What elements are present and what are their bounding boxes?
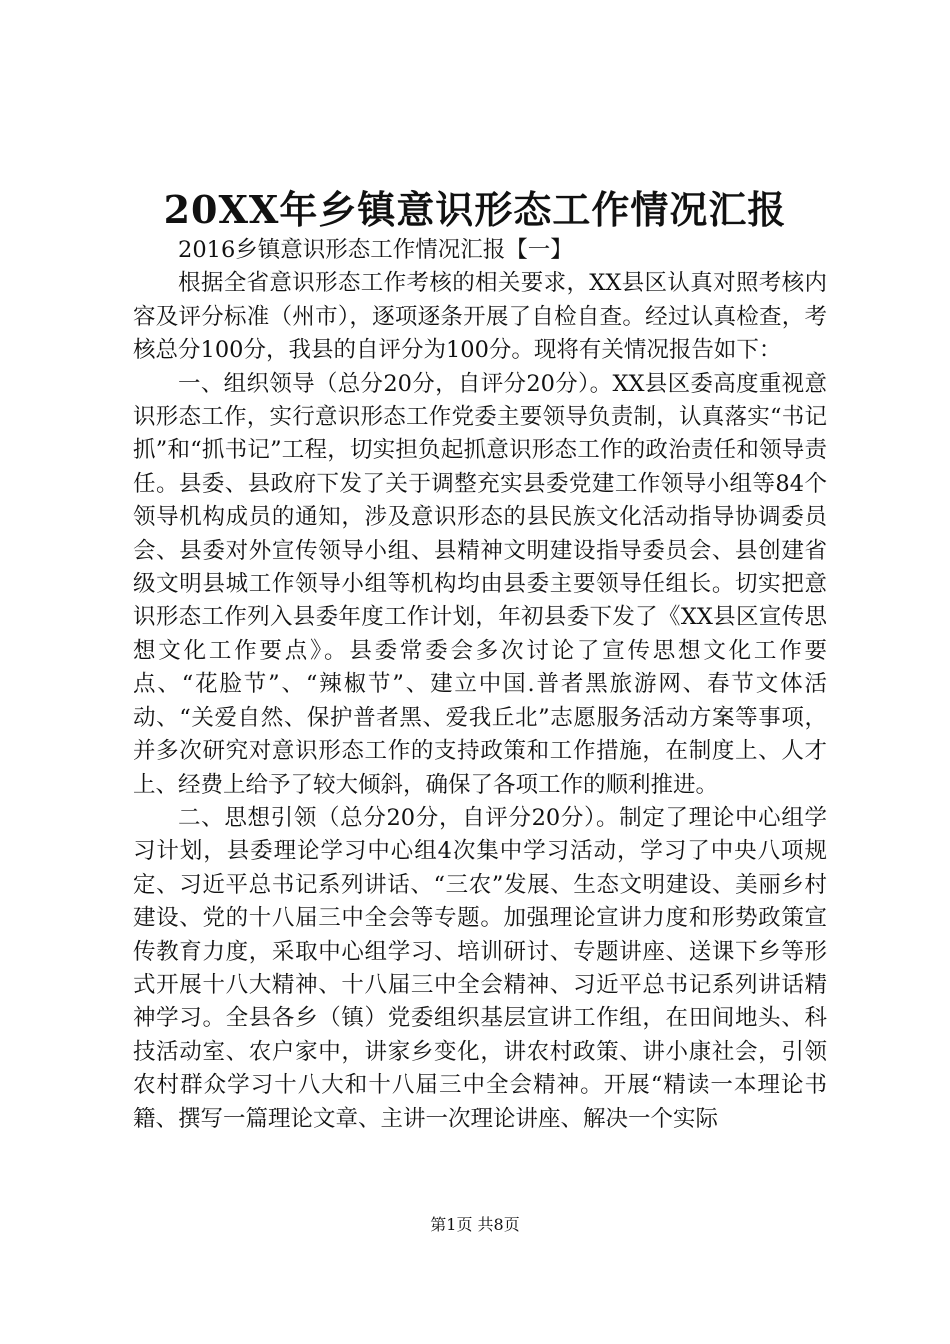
page-number-footer: 第1页 共8页 <box>430 1215 520 1234</box>
document-subtitle: 2016乡镇意识形态工作情况汇报【一】 <box>178 237 573 263</box>
paragraph-organization-leadership: 一、组织领导（总分20分，自评分20分）。XX县区委高度重视意识形态工作，实行意识形态工作党委主要领导负责制，认真落实“书记抓”和“抓书记”工程，切实担负起抓意识形态工作的政治责任和领导责任。县委、县政府下发了关于调整充实县委党建工作领导小组等84个领导机构成员的通知，涉及意识形态的县民族文化活动指导协调委员会、县委对外宣传领导小组、县精神文明建设指导委员会、县创建省级文明县城工作领导小组等机构均由县委主要领导任组长。切实把意识形态工作列入县委年度工作计划，年初县委下发了《XX县区宣传思想文化工作要点》。县委常委会多次讨论了宣传思想文化工作要点、“花脸节”、“辣椒节”、建立中国.普者黑旅游网、春节文体活动、“关爱自然、保护普者黑、爱我丘北”志愿服务活动方案等事项，并多次研究对意识形态工作的支持政策和工作措施，在制度上、人才上、经费上给予了较大倾斜，确保了各项工作的顺利推进。 <box>133 370 827 798</box>
paragraph-ideological-guidance: 二、思想引领（总分20分，自评分20分）。制定了理论中心组学习计划，县委理论学习中心组4次集中学习活动，学习了中央八项规定、习近平总书记系列讲话、“三农”发展、生态文明建设、美丽乡村建设、党的十八届三中全会等专题。加强理论宣讲力度和形势政策宣传教育力度，采取中心组学习、培训研讨、专题讲座、送课下乡等形式开展十八大精神、十八届三中全会精神、习近平总书记系列讲话精神学习。全县各乡（镇）党委组织基层宣讲工作组，在田间地头、科技活动室、农户家中，讲家乡变化，讲农村政策、讲小康社会，引领农村群众学习十八大和十八届三中全会精神。开展“精读一本理论书籍、撰写一篇理论文章、主讲一次理论讲座、解决一个实际 <box>133 804 827 1132</box>
document-title: 20XX年乡镇意识形态工作情况汇报 <box>163 187 787 232</box>
document-body <box>133 234 827 1136</box>
paragraph-intro: 根据全省意识形态工作考核的相关要求，XX县区认真对照考核内容及评分标准（州市），逐项逐条开展了自检自查。经过认真检查，考核总分100分，我县的自评分为100分。现将有关情况报告如下： <box>133 270 827 364</box>
